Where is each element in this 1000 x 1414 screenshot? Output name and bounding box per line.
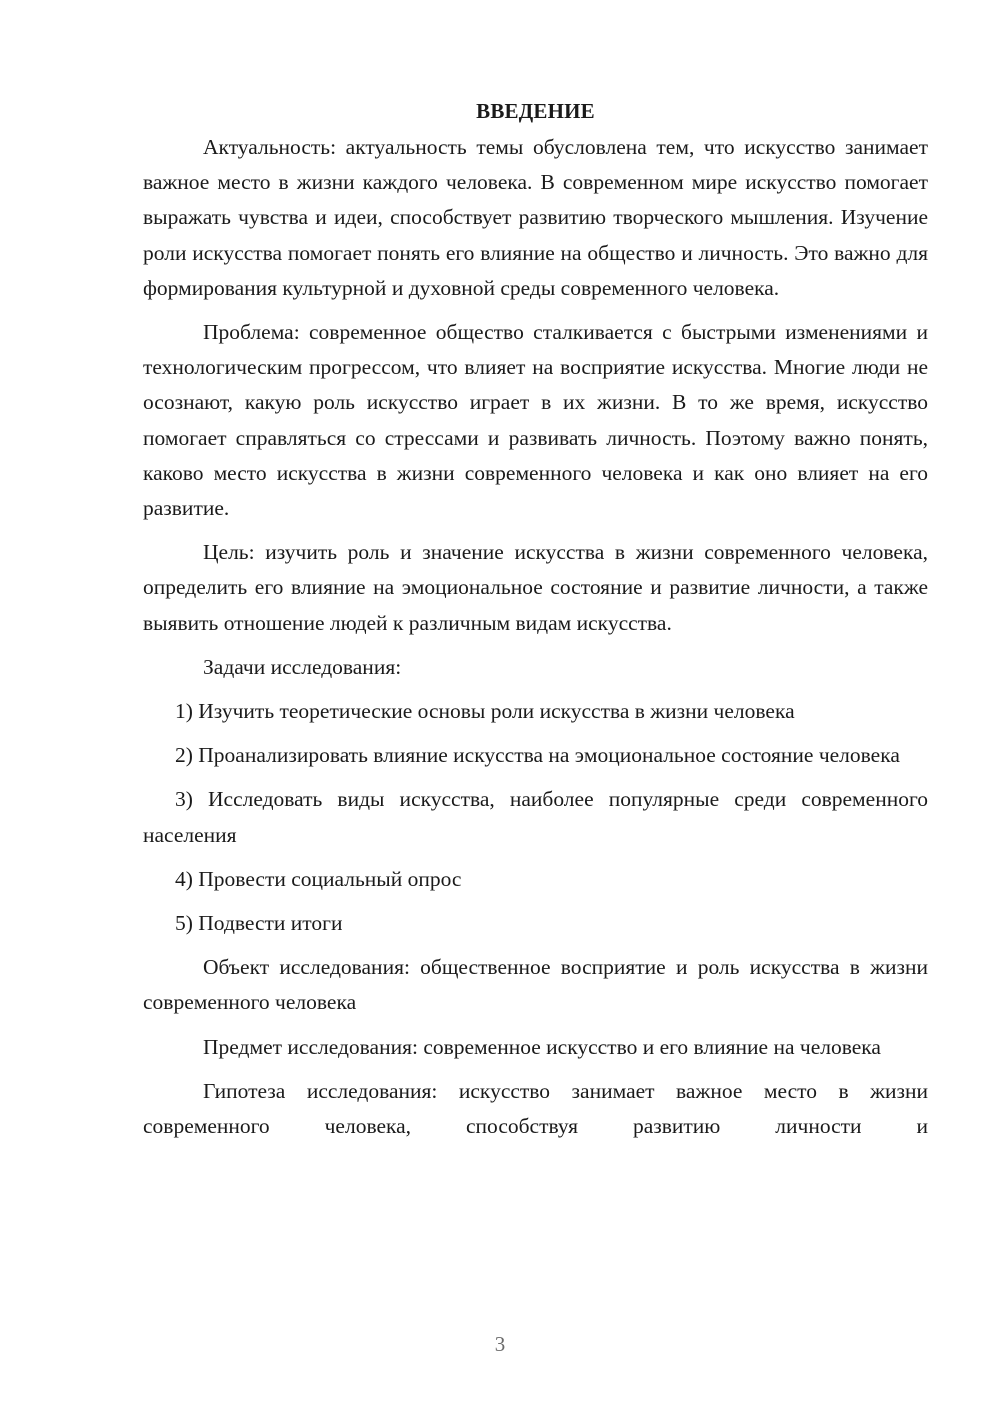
page-number: 3	[494, 1332, 506, 1356]
task-item-5: 5) Подвести итоги	[175, 911, 343, 936]
task-item-1: 1) Изучить теоретические основы роли искусства в жизни человека	[175, 699, 795, 724]
object-paragraph: Объект исследования: общественное восприятие и роль искусства в жизни современного человека	[143, 955, 928, 1015]
subject-paragraph: Предмет исследования: современное искусство и его влияние на человека	[203, 1034, 881, 1059]
problem-paragraph: Проблема: современное общество сталкивается с быстрыми изменениями и технологическим прогрессом, что влияет на восприятие искусства. Многие люди не осознают, какую роль искусство играет в их жизни. В то же время, искусство помогает справляться со стрессами и развивать личность. Поэтому важно понять, каково место искусства в жизни современного человека и как оно влияет на его развитие.	[143, 320, 928, 521]
tasks-heading: Задачи исследования:	[203, 654, 402, 679]
hypothesis-paragraph: Гипотеза исследования: искусство занимает важное место в жизни современного человека, способствуя развитию личности и	[143, 1078, 928, 1139]
relevance-paragraph: Актуальность: актуальность темы обусловлена тем, что искусство занимает важное место в жизни каждого человека. В современном мире искусство помогает выражать чувства и идеи, способствует развитию творческого мышления. Изучение роли искусства помогает понять его влияние на общество и личность. Это важно для формирования культурной и духовной среды современного человека.	[143, 135, 928, 300]
task-item-2: 2) Проанализировать влияние искусства на эмоциональное состояние человека	[175, 743, 900, 768]
task-item-4: 4) Провести социальный опрос	[175, 866, 462, 891]
goal-paragraph: Цель: изучить роль и значение искусства в жизни современного человека, определить его влияние на эмоциональное состояние и развитие личности, а также выявить отношение людей к различным видам искусства.	[143, 540, 928, 635]
document-page	[143, 96, 928, 1153]
task-item-3: 3) Исследовать виды искусства, наиболее популярные среди современного населения	[143, 787, 928, 847]
document-title: ВВЕДЕНИЕ	[476, 99, 595, 123]
